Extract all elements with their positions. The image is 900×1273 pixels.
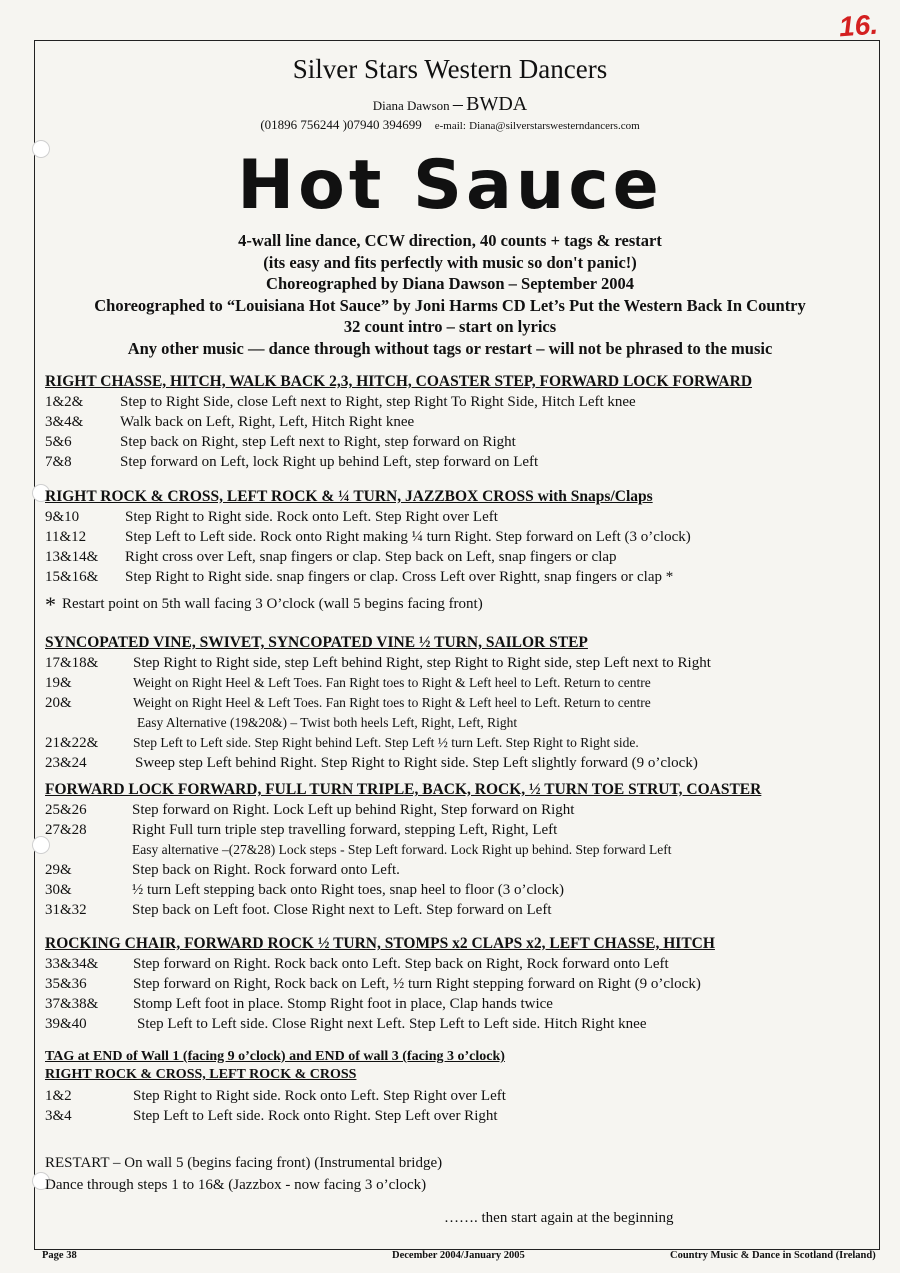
- step-count: 27&28: [45, 822, 87, 838]
- step-count: [45, 713, 137, 733]
- step-count: 29&: [45, 862, 72, 878]
- step-row: [45, 507, 865, 527]
- step-row: [45, 452, 865, 472]
- step-count: 35&36: [45, 976, 87, 992]
- step-row: [45, 994, 865, 1014]
- step-count: 39&40: [45, 1016, 87, 1032]
- step-text: Step Left to Left side. Rock onto Right making ¼ turn Right. Step forward on Left (3 o’clock): [125, 529, 691, 545]
- step-row: [45, 392, 865, 412]
- step-row: [45, 733, 865, 753]
- step-count: 23&24: [45, 755, 87, 771]
- restart-instructions: [45, 1152, 442, 1196]
- step-count: 33&34&: [45, 956, 99, 972]
- step-row: [45, 1086, 865, 1106]
- step-text: Step forward on Right, Rock back on Left, ½ turn Right stepping forward on Right (9 o’clock): [133, 976, 701, 992]
- ending-note: ……. then start again at the beginning: [444, 1210, 674, 1226]
- step-row: [45, 693, 865, 713]
- step-count: 20&: [45, 695, 72, 711]
- footer-publication: Country Music & Dance in Scotland (Ireland): [670, 1250, 876, 1261]
- asterisk-icon: *: [45, 592, 56, 617]
- choreographer-name: Diana Dawson: [372, 98, 450, 113]
- section-heading: RIGHT CHASSE, HITCH, WALK BACK 2,3, HITCH, COASTER STEP, FORWARD LOCK FORWARD: [45, 373, 753, 390]
- step-text: Walk back on Left, Right, Left, Hitch Right knee: [120, 414, 415, 430]
- step-text: Step back on Right, step Left next to Right, step forward on Right: [120, 434, 516, 450]
- step-row: [45, 673, 865, 693]
- intro-line: (its easy and fits perfectly with music so don't panic!): [263, 252, 637, 272]
- step-text: Weight on Right Heel & Left Toes. Fan Right toes to Right & Left heel to Left. Return to centre: [133, 675, 651, 690]
- step-row: [45, 1106, 865, 1126]
- intro-line: 4-wall line dance, CCW direction, 40 counts + tags & restart: [238, 231, 662, 250]
- step-text: Easy alternative –(27&28) Lock steps - Step Left forward. Lock Right up behind. Step forward Left: [132, 842, 672, 857]
- step-text: Step Left to Left side. Close Right next Left. Step Left to Left side. Hitch Right knee: [137, 1016, 647, 1032]
- contact-details: [0, 117, 900, 133]
- step-text: Step Left to Left side. Step Right behind Left. Step Left ½ turn Left. Step Right to Right side.: [133, 735, 639, 750]
- phone-numbers: (01896 756244 )07940 394699: [260, 117, 422, 132]
- step-text: Step back on Left foot. Close Right next to Left. Step forward on Left: [132, 902, 552, 918]
- section-heading: FORWARD LOCK FORWARD, FULL TURN TRIPLE, BACK, ROCK, ½ TURN TOE STRUT, COASTER: [45, 781, 762, 798]
- step-text: Step Left to Left side. Rock onto Right. Step Left over Right: [133, 1108, 498, 1124]
- step-text: Step forward on Left, lock Right up behind Left, step forward on Left: [120, 454, 539, 470]
- step-text: Step Right to Right side. Rock onto Left. Step Right over Left: [133, 1088, 506, 1104]
- step-row: [45, 800, 865, 820]
- step-row: [45, 753, 865, 773]
- step-count: 1&2&: [45, 394, 84, 410]
- dash: –: [452, 93, 463, 115]
- step-count: 7&8: [45, 454, 72, 470]
- step-count: 37&38&: [45, 996, 99, 1012]
- step-count: 9&10: [45, 509, 80, 525]
- section-heading: RIGHT ROCK & CROSS, LEFT ROCK & ¼ TURN, JAZZBOX CROSS with Snaps/Claps: [45, 488, 653, 505]
- step-count: 15&16&: [45, 569, 99, 585]
- step-text: Easy Alternative (19&20&) – Twist both heels Left, Right, Left, Right: [137, 715, 518, 730]
- step-count: [45, 840, 132, 860]
- step-count: 19&: [45, 675, 72, 691]
- page-mark: 16.: [837, 8, 879, 43]
- tag-section: [45, 1048, 865, 1126]
- step-row: [45, 527, 865, 547]
- restart-point-note: [45, 592, 483, 618]
- step-row: [45, 412, 865, 432]
- step-text: Right Full turn triple step travelling forward, stepping Left, Right, Left: [132, 822, 558, 838]
- section-heading: ROCKING CHAIR, FORWARD ROCK ½ TURN, STOMPS x2 CLAPS x2, LEFT CHASSE, HITCH: [45, 935, 715, 952]
- restart-line: RESTART – On wall 5 (begins facing front) (Instrumental bridge): [45, 1155, 443, 1171]
- step-row: [45, 880, 865, 900]
- step-count: 17&18&: [45, 655, 99, 671]
- step-text: Sweep step Left behind Right. Step Right to Right side. Step Left slightly forward (9 o’clock): [135, 755, 698, 771]
- step-count: 11&12: [45, 529, 87, 545]
- step-text: Step back on Right. Rock forward onto Left.: [132, 862, 400, 878]
- step-count: 3&4&: [45, 414, 84, 430]
- step-count: 31&32: [45, 902, 87, 918]
- step-text: Step forward on Right. Lock Left up behind Right, Step forward on Right: [132, 802, 575, 818]
- intro-line: Choreographed by Diana Dawson – September 2004: [266, 274, 634, 293]
- footer-page-number: Page 38: [42, 1250, 77, 1261]
- intro-line: Choreographed to “Louisiana Hot Sauce” by Joni Harms CD Let’s Put the Western Back In Country: [94, 295, 806, 315]
- intro-line: Any other music — dance through without tags or restart – will not be phrased to the music: [127, 338, 773, 358]
- step-text: Step forward on Right. Rock back onto Left. Step back on Right, Rock forward onto Left: [133, 956, 669, 972]
- dance-intro: [0, 230, 900, 359]
- section-heading: SYNCOPATED VINE, SWIVET, SYNCOPATED VINE ½ TURN, SAILOR STEP: [45, 634, 588, 651]
- dance-title: Hot Sauce: [237, 146, 663, 225]
- step-row: [45, 840, 865, 860]
- restart-point-text: Restart point on 5th wall facing 3 O’clock (wall 5 begins facing front): [62, 596, 483, 612]
- tag-heading: TAG at END of Wall 1 (facing 9 o’clock) and END of wall 3 (facing 3 o’clock): [45, 1049, 505, 1064]
- footer-issue-date: December 2004/January 2005: [392, 1250, 525, 1261]
- step-row: [45, 547, 865, 567]
- step-count: 3&4: [45, 1108, 72, 1124]
- org-name: BWDA: [466, 93, 528, 115]
- step-text: Weight on Right Heel & Left Toes. Fan Right toes to Right & Left heel to Left. Return to centre: [133, 695, 651, 710]
- step-row: [45, 567, 865, 587]
- step-text: Step Right to Right side. snap fingers or clap. Cross Left over Rightt, snap fingers or clap *: [125, 569, 674, 585]
- tag-subheading: RIGHT ROCK & CROSS, LEFT ROCK & CROSS: [45, 1067, 357, 1082]
- intro-line: 32 count intro – start on lyrics: [343, 317, 557, 336]
- step-text: Step Right to Right side, step Left behind Right, step Right to Right side, step Left next to Right: [133, 655, 711, 671]
- email-label: e-mail:: [434, 120, 466, 132]
- step-count: 25&26: [45, 802, 87, 818]
- step-count: 21&22&: [45, 735, 99, 751]
- step-count: 1&2: [45, 1088, 72, 1104]
- step-section: [45, 780, 865, 920]
- restart-line: Dance through steps 1 to 16& (Jazzbox - now facing 3 o’clock): [45, 1177, 427, 1193]
- step-section: [45, 487, 865, 587]
- step-row: [45, 860, 865, 880]
- step-count: 13&14&: [45, 549, 99, 565]
- step-row: [45, 820, 865, 840]
- step-section: [45, 633, 865, 773]
- step-text: ½ turn Left stepping back onto Right toes, snap heel to floor (3 o’clock): [132, 882, 564, 898]
- step-text: Step to Right Side, close Left next to Right, step Right To Right Side, Hitch Left knee: [120, 394, 636, 410]
- step-text: Stomp Left foot in place. Stomp Right foot in place, Clap hands twice: [133, 996, 553, 1012]
- step-row: [45, 432, 865, 452]
- email-address: Diana@silverstarswesterndancers.com: [469, 120, 640, 132]
- step-count: 30&: [45, 882, 72, 898]
- step-row: [45, 900, 865, 920]
- step-row: [45, 653, 865, 673]
- step-row: [45, 1014, 865, 1034]
- contact-line: [0, 93, 900, 116]
- step-row: [45, 974, 865, 994]
- step-row: [45, 713, 865, 733]
- step-count: 5&6: [45, 434, 72, 450]
- step-section: [45, 372, 865, 472]
- step-section: [45, 934, 865, 1034]
- step-text: Right cross over Left, snap fingers or clap. Step back on Left, snap fingers or clap: [125, 549, 617, 565]
- club-name: Silver Stars Western Dancers: [292, 54, 608, 84]
- step-text: Step Right to Right side. Rock onto Left. Step Right over Left: [125, 509, 498, 525]
- step-row: [45, 954, 865, 974]
